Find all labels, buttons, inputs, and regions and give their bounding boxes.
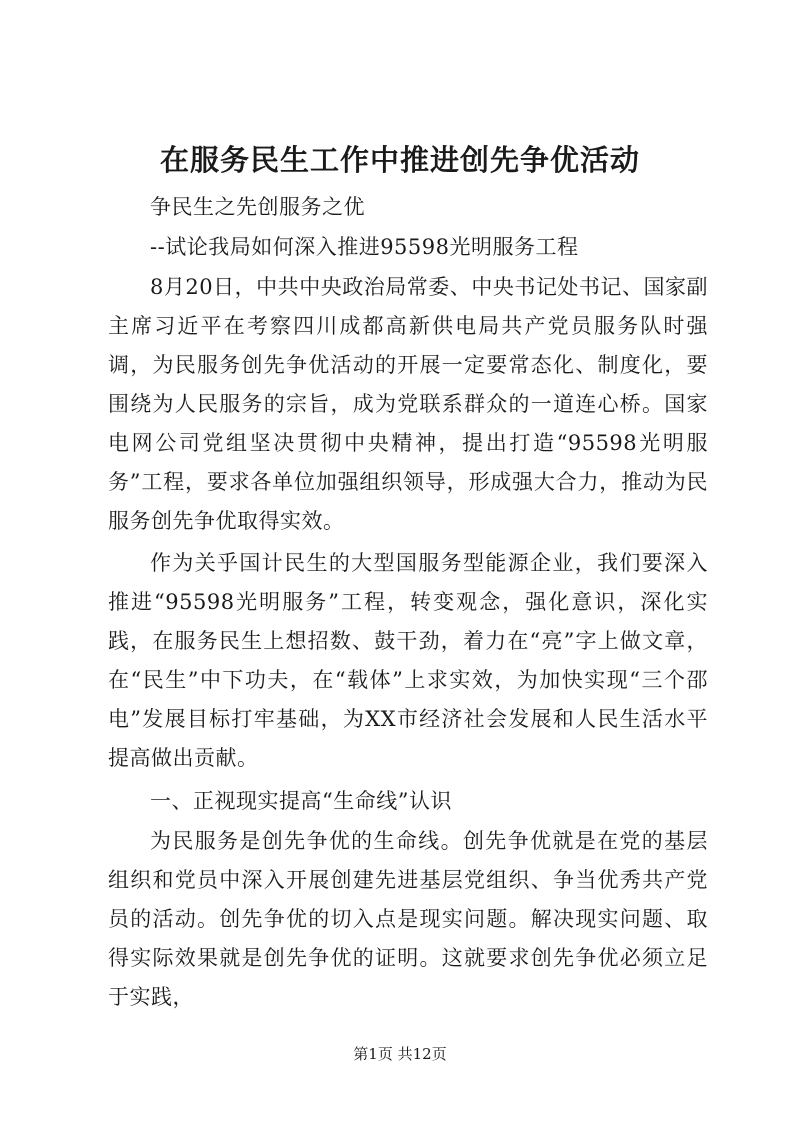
page-footer: 第1页 共12页 xyxy=(353,1045,447,1063)
paragraph-1: 8月20日，中共中央政治局常委、中央书记处书记、国家副主席习近平在考察四川成都高新供电局共产党员服务队时强调，为民服务创先争优活动的开展一定要常态化、制度化，要围绕为人民服务的宗旨，成为党联系群众的一道连心桥。国家电网公司党组坚决贯彻中央精神，提出打造“95598光明服务”工程，要求各单位加强组织领导，形成强大合力，推动为民服务创先争优取得实效。 xyxy=(108,275,708,533)
document-title: 在服务民生工作中推进创先争优活动 xyxy=(159,143,640,177)
paragraph-2: 作为关乎国计民生的大型国服务型能源企业，我们要深入推进“95598光明服务”工程，转变观念，强化意识，深化实践，在服务民生上想招数、鼓干劲，着力在“亮”字上做文章，在“民生”中下功夫，在“载体”上求实效，为加快实现“三个邵电”发展目标打牢基础，为XX市经济社会发展和人民生活水平提高做出贡献。 xyxy=(108,551,708,770)
section-heading: 一、正视现实提高“生命线”认识 xyxy=(150,789,452,813)
subtitle: 争民生之先创服务之优 xyxy=(150,195,365,219)
section-paragraph: 为民服务是创先争优的生命线。创先争优就是在党的基层组织和党员中深入开展创建先进基层党组织、争当优秀共产党员的活动。创先争优的切入点是现实问题。解决现实问题、取得实际效果就是创先争优的证明。这就要求创先争优必须立足于实践， xyxy=(108,829,708,1009)
byline: --试论我局如何深入推进95598光明服务工程 xyxy=(150,235,579,259)
